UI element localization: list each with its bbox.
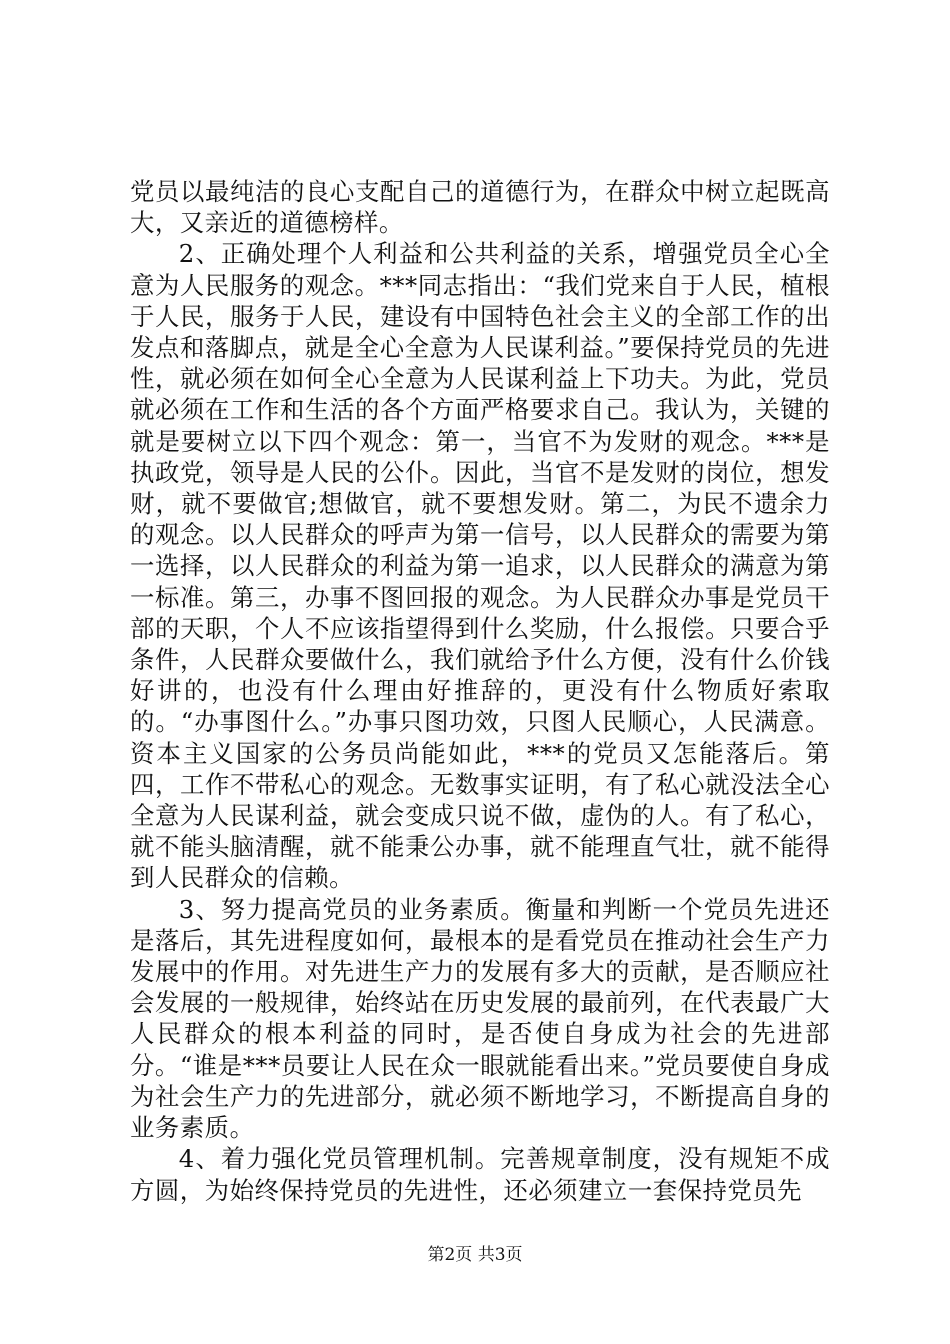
paragraph-2: 2、正确处理个人利益和公共利益的关系，增强党员全心全意为人民服务的观念。***同志指出：“我们党来自于人民，植根于人民，服务于人民，建设有中国特色社会主义的全部工作的出发点和落脚点，就是全心全意为人民谋利益。”要保持党员的先进性，就必须在如何全心全意为人民谋利益上下功夫。为此，党员就必须在工作和生活的各个方面严格要求自己。我认为，关键的就是要树立以下四个观念：第一，当官不为发财的观念。***是执政党，领导是人民的公仆。因此，当官不是发财的岗位，想发财，就不要做官;想做官，就不要想发财。第二，为民不遗余力的观念。以人民群众的呼声为第一信号，以人民群众的需要为第一选择，以人民群众的利益为第一追求，以人民群众的满意为第一标准。第三，办事不图回报的观念。为人民群众办事是党员干部的天职，个人不应该指望得到什么奖励，什么报偿。只要合乎条件，人民群众要做什么，我们就给予什么方便，没有什么价钱好讲的，也没有什么理由好推辞的，更没有什么物质好索取的。“办事图什么。”办事只图功效，只图人民顺心，人民满意。资本主义国家的公务员尚能如此，***的党员又怎能落后。第四，工作不带私心的观念。无数事实证明，有了私心就没法全心全意为人民谋利益，就会变成只说不做，虚伪的人。有了私心，就不能头脑清醒，就不能秉公办事，就不能理直气壮，就不能得到人民群众的信赖。	[130, 239, 830, 893]
paragraph-continuation: 党员以最纯洁的良心支配自己的道德行为，在群众中树立起既高大，又亲近的道德榜样。	[130, 177, 830, 238]
body-text	[130, 176, 830, 1206]
paragraph-4: 4、着力强化党员管理机制。完善规章制度，没有规矩不成方圆，为始终保持党员的先进性，还必须建立一套保持党员先	[130, 1144, 830, 1205]
page-number-footer: 第2页 共3页	[427, 1245, 523, 1265]
paragraph-3: 3、努力提高党员的业务素质。衡量和判断一个党员先进还是落后，其先进程度如何，最根本的是看党员在推动社会生产力发展中的作用。对先进生产力的发展有多大的贡献，是否顺应社会发展的一般规律，始终站在历史发展的最前列，在代表最广大人民群众的根本利益的同时，是否使自身成为社会的先进部分。“谁是***员要让人民在众一眼就能看出来。”党员要使自身成为社会生产力的先进部分，就必须不断地学习，不断提高自身的业务素质。	[130, 894, 830, 1143]
